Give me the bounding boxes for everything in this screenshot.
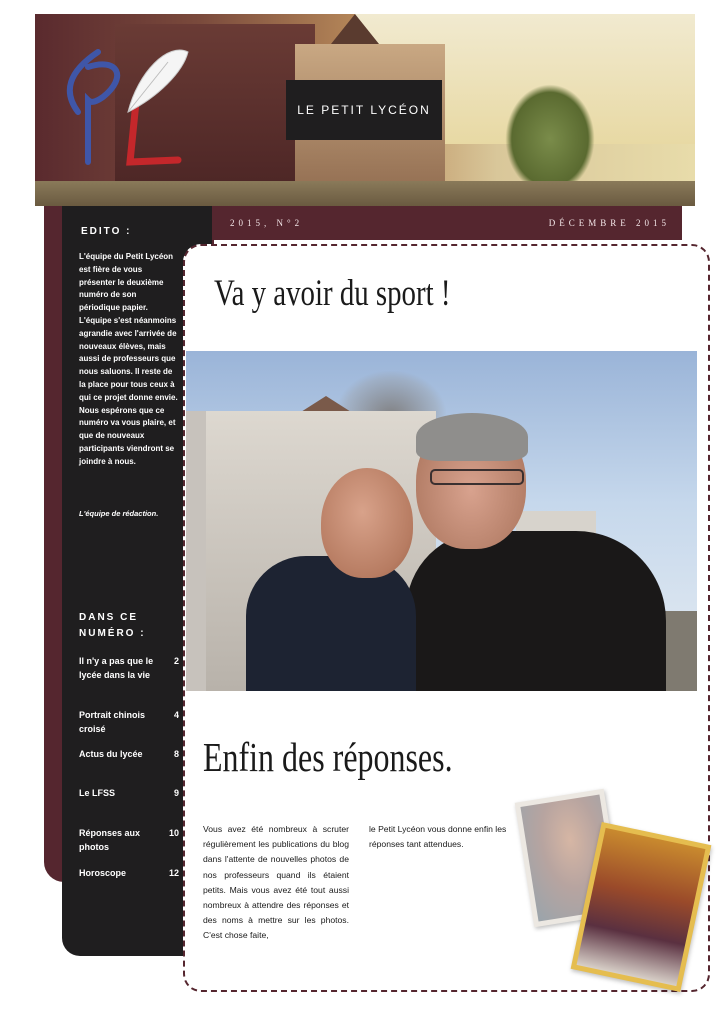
photo-glasses <box>430 469 524 485</box>
main-photo-two-teachers <box>186 351 697 691</box>
toc-item[interactable] <box>79 866 179 880</box>
toc-item-page: 9 <box>173 788 179 798</box>
toc-item-label: Actus du lycée <box>79 749 143 759</box>
toc-item-label: Portrait chinois croisé <box>79 710 146 734</box>
toc-item-label: Le LFSS <box>79 788 116 798</box>
toc-item[interactable] <box>79 747 179 761</box>
logo-pl-quill-icon <box>58 42 198 172</box>
childhood-photo-image <box>577 828 706 986</box>
toc-item-page: 2 <box>173 656 179 666</box>
article-column-2: le Petit Lycéon vous donne enfin les réponses tant attendues. <box>369 824 507 850</box>
edito-signature: L'équipe de rédaction. <box>79 509 159 518</box>
photo-person-hair <box>416 413 528 461</box>
photo-person-body <box>246 556 416 691</box>
toc-item-label: Il n'y a pas que le lycée dans la vie <box>79 656 154 680</box>
issue-date-strip <box>210 206 682 240</box>
banner-ground <box>35 181 695 206</box>
toc-item-page: 12 <box>168 868 179 878</box>
toc-item[interactable] <box>79 654 179 682</box>
toc-item-label: Réponses aux photos <box>79 828 141 852</box>
issue-date: DÉCEMBRE 2015 <box>548 218 670 228</box>
toc-item[interactable] <box>79 786 179 800</box>
photo-person-head <box>321 468 413 578</box>
headline-reponses: Enfin des réponses. <box>203 734 453 780</box>
toc-title: DANS CE NUMÉRO : <box>79 612 146 639</box>
newspaper-title: LE PETIT LYCÉON <box>286 80 442 140</box>
edito-title: EDITO : <box>81 226 132 237</box>
toc-item-label: Horoscope <box>79 868 127 878</box>
toc-item[interactable] <box>79 826 179 854</box>
article-column-1: Vous avez été nombreux à scruter régulièrement les publications du blog dans l'attente de nouvelles photos de nos professeurs quand ils étaient petits. Mais vous avez été tout aussi nombreux à attendre des réponses et des noms à mettre sur les photos. C'est chose faite, <box>203 824 349 941</box>
photo-person-body <box>406 531 666 691</box>
toc-item-page: 10 <box>168 828 179 838</box>
toc-item[interactable] <box>79 708 179 736</box>
toc-item-page: 8 <box>173 749 179 759</box>
issue-number: 2015, N°2 <box>230 218 304 228</box>
toc-item-page: 4 <box>173 710 179 720</box>
banner-tree <box>505 84 595 194</box>
edito-text: L'équipe du Petit Lycéon est fière de vous présenter le deuxième numéro de son périodique papier. L'équipe s'est néanmoins agrandie avec l'arrivée de nouveaux élèves, mais aussi de professeurs que nous saluons. Il reste de la place pour tous ceux à qui ce projet donne envie. Nous espérons que ce numéro va vous plaire, et que de nouveaux participants viendront se joindre à nous. <box>79 252 178 466</box>
headline-sport: Va y avoir du sport ! <box>214 273 451 314</box>
